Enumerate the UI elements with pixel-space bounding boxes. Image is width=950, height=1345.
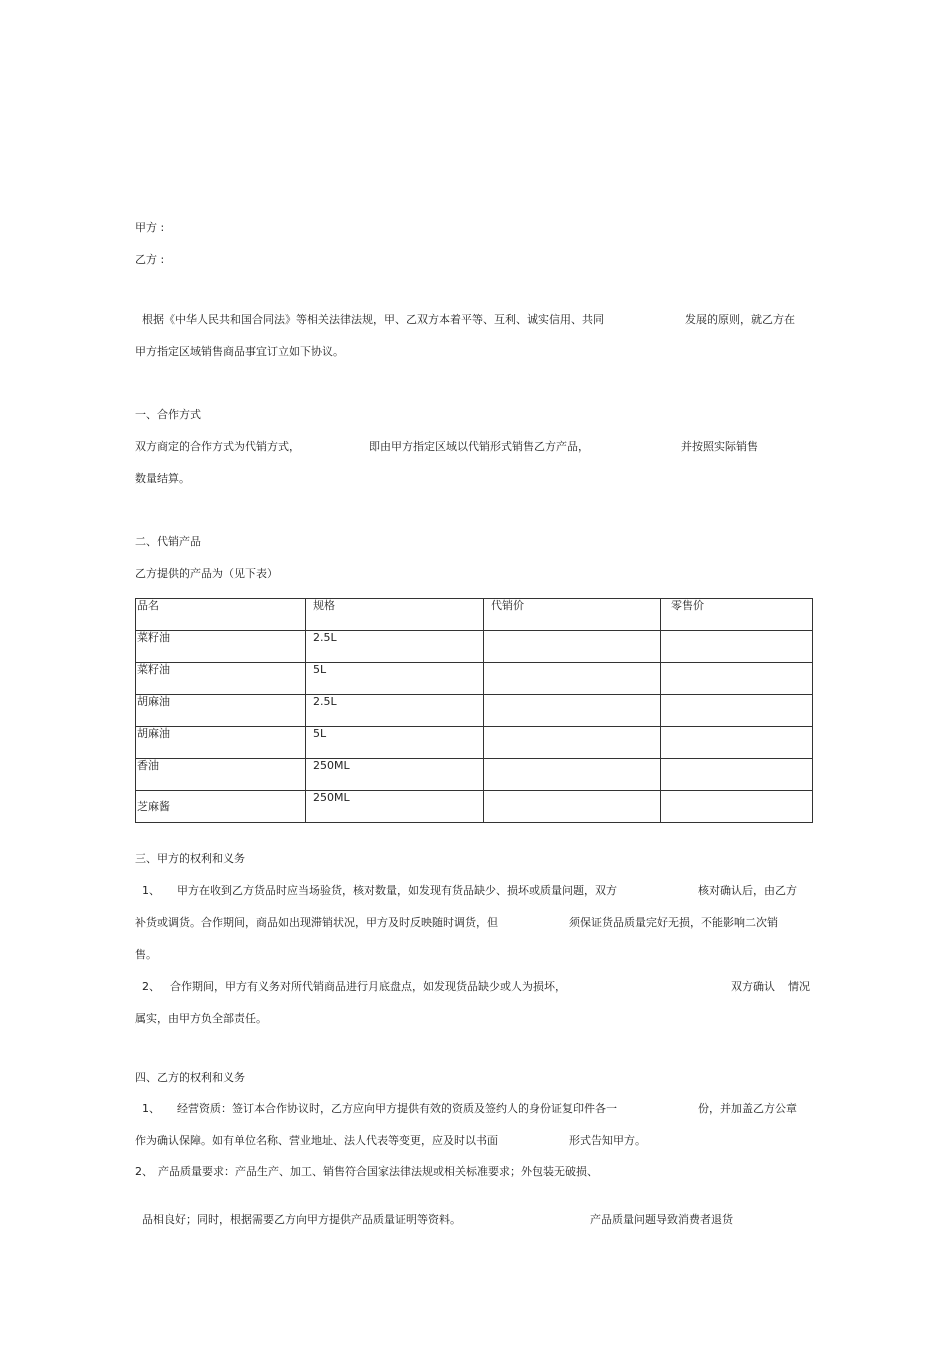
section-1-line-2: 数量结算。 [135,472,190,485]
table-row [136,759,813,791]
table-cell [661,631,813,663]
table-cell: 2.5L [306,631,484,663]
table-cell [661,663,813,695]
table-row [136,727,813,759]
section-2-intro: 乙方提供的产品为（见下表） [135,567,278,580]
table-cell: 香油 [136,759,306,791]
section-1-heading: 一、合作方式 [135,408,201,421]
section-3-item-1-line-1b: 核对确认后，由乙方 [698,884,797,897]
table-cell: 菜籽油 [136,631,306,663]
section-2-heading: 二、代销产品 [135,535,201,548]
section-3-item-1-number: 1、 [142,884,160,897]
section-3-item-1-line-2b: 须保证货品质量完好无损，不能影响二次销 [569,916,778,929]
section-4-item-1-line-1b: 份，并加盖乙方公章 [698,1102,797,1115]
preamble-line-1b: 发展的原则，就乙方在 [685,313,795,326]
table-cell [484,791,661,823]
table-row [136,791,813,823]
section-4-item-1-line-2a: 作为确认保障。如有单位名称、营业地址、法人代表等变更，应及时以书面 [135,1134,498,1147]
section-3-item-2-number: 2、 [142,980,160,993]
section-1-line-1b: 即由甲方指定区域以代销形式销售乙方产品， [369,440,589,453]
table-row [136,695,813,727]
table-cell [484,727,661,759]
section-1-line-1a: 双方商定的合作方式为代销方式， [135,440,300,453]
section-3-item-1-line-2a: 补货或调货。合作期间，商品如出现滞销状况，甲方及时反映随时调货，但 [135,916,498,929]
table-header-cell: 零售价 [661,599,813,631]
section-3-item-2-line-1c: 情况 [788,980,810,993]
section-3-item-2-line-1b: 双方确认 [731,980,775,993]
product-table [135,598,813,823]
section-4-item-2-number: 2、 [135,1165,153,1178]
preamble-line-2: 甲方指定区域销售商品事宜订立如下协议。 [135,345,344,358]
table-cell [484,695,661,727]
section-3-item-1-line-1a: 甲方在收到乙方货品时应当场验货，核对数量，如发现有货品缺少、损坏或质量问题，双方 [177,884,617,897]
section-3-item-1-line-3: 售。 [135,948,157,961]
section-3-item-2-line-2: 属实，由甲方负全部责任。 [135,1012,267,1025]
table-cell [661,727,813,759]
table-cell [661,759,813,791]
table-cell [484,631,661,663]
section-4-heading: 四、乙方的权利和义务 [135,1071,245,1084]
table-cell: 250ML [306,759,484,791]
section-1-line-1c: 并按照实际销售 [681,440,758,453]
table-cell: 5L [306,727,484,759]
table-row [136,631,813,663]
table-cell [484,663,661,695]
table-header-cell: 规格 [306,599,484,631]
section-4-item-1-line-2b: 形式告知甲方。 [569,1134,646,1147]
preamble-line-1a: 根据《中华人民共和国合同法》等相关法律法规，甲、乙双方本着平等、互利、诚实信用、共同 [142,313,604,326]
section-4-item-2-line-2a: 品相良好；同时，根据需要乙方向甲方提供产品质量证明等资料。 [142,1213,461,1226]
table-row [136,663,813,695]
table-header-row [136,599,813,631]
table-cell: 5L [306,663,484,695]
section-4-item-2-line-2b: 产品质量问题导致消费者退货 [590,1213,733,1226]
table-header-cell: 代销价 [484,599,661,631]
table-cell [661,695,813,727]
section-4-item-2-line-1: 产品质量要求：产品生产、加工、销售符合国家法律法规或相关标准要求；外包装无破损、 [158,1165,598,1178]
section-3-heading: 三、甲方的权利和义务 [135,852,245,865]
section-4-item-1-number: 1、 [142,1102,160,1115]
section-3-item-2-line-1a: 合作期间，甲方有义务对所代销商品进行月底盘点，如发现货品缺少或人为损坏， [170,980,566,993]
table-cell: 菜籽油 [136,663,306,695]
party-b-label: 乙方 : [135,253,165,266]
table-cell: 胡麻油 [136,727,306,759]
table-cell: 2.5L [306,695,484,727]
party-a-label: 甲方 : [135,221,165,234]
table-cell [484,759,661,791]
table-header-cell: 品名 [136,599,306,631]
table-cell: 胡麻油 [136,695,306,727]
section-4-item-1-line-1a: 经营资质：签订本合作协议时，乙方应向甲方提供有效的资质及签约人的身份证复印件各一 [177,1102,617,1115]
table-cell [661,791,813,823]
table-cell: 250ML [306,791,484,823]
table-cell: 芝麻酱 [136,791,306,823]
